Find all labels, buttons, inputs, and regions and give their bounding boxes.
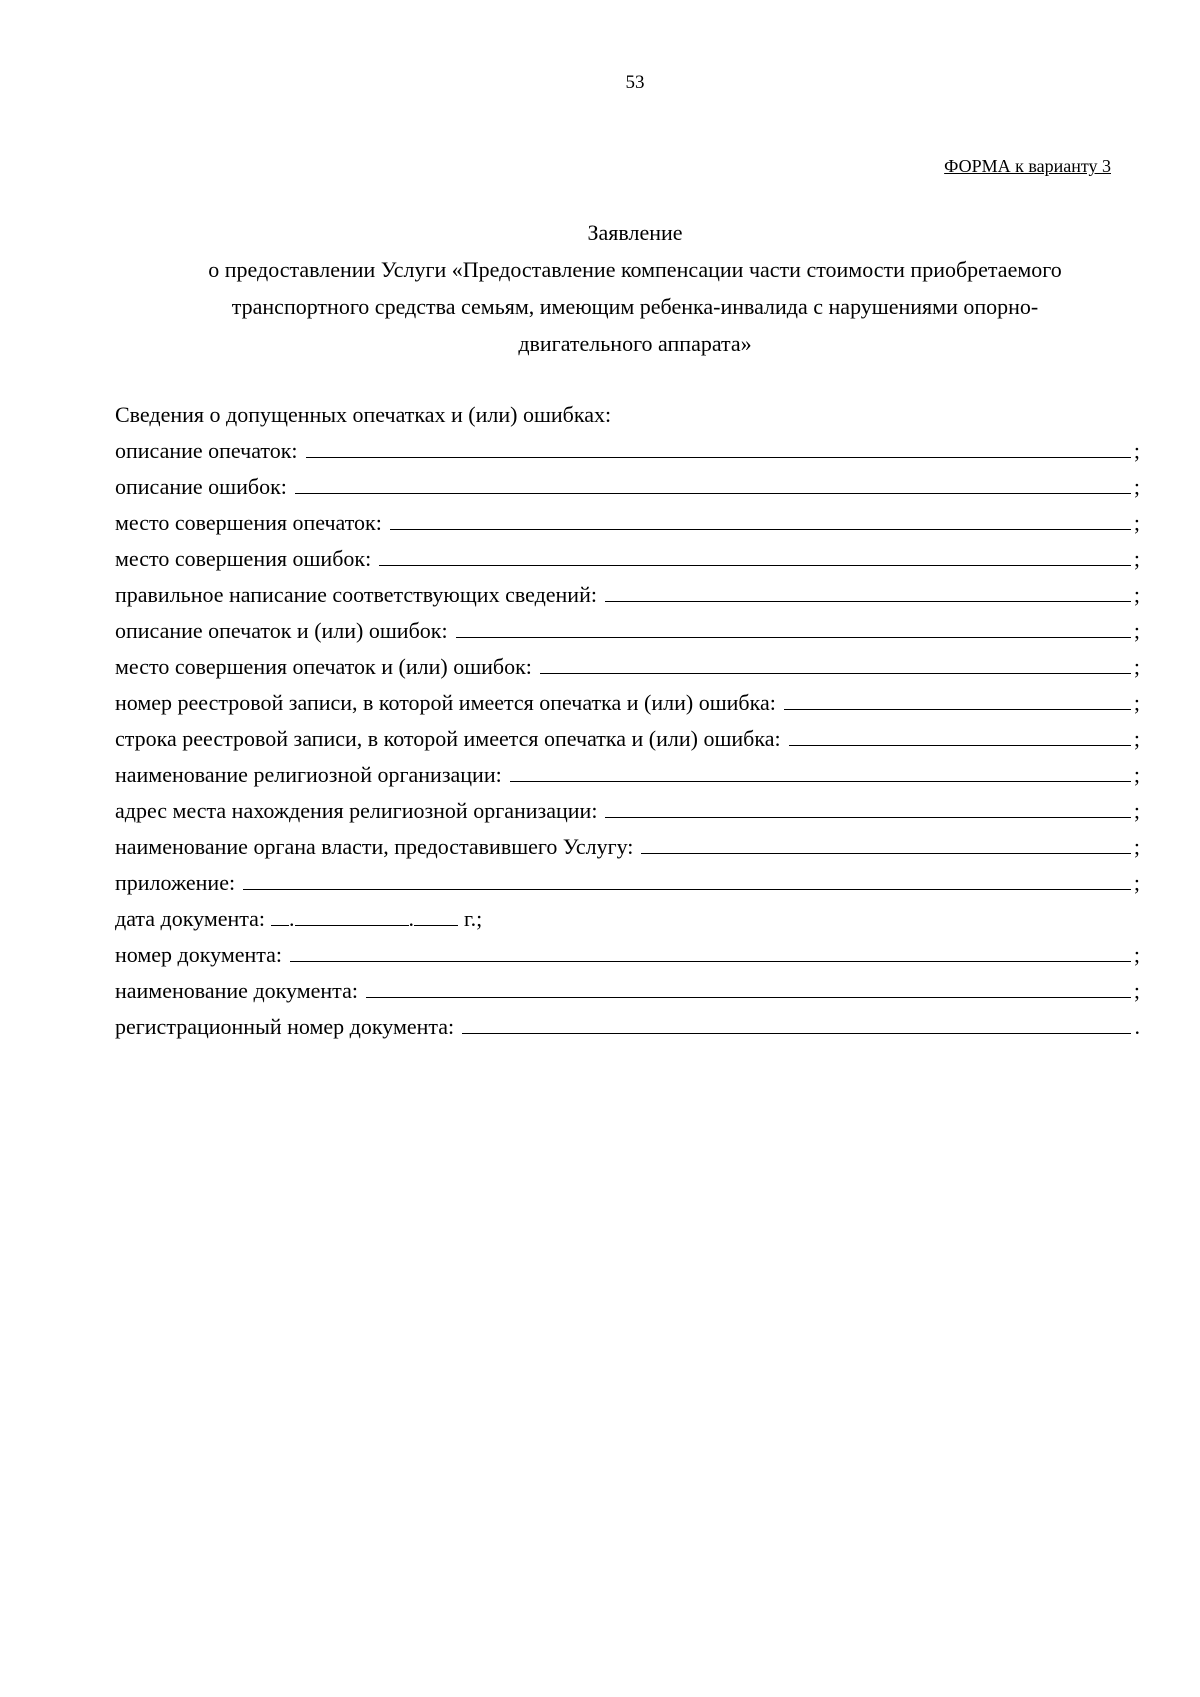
field-label: регистрационный номер документа: — [115, 1014, 455, 1039]
blank-line[interactable] — [462, 1032, 1131, 1034]
field-terminator: . — [1134, 1014, 1140, 1039]
field-terminator: ; — [1133, 978, 1140, 1003]
blank-line[interactable] — [456, 636, 1131, 638]
blank-line[interactable] — [540, 672, 1131, 674]
blank-line[interactable] — [605, 816, 1131, 818]
field-terminator: ; — [1133, 546, 1140, 571]
field-label: место совершения опечаток: — [115, 510, 382, 535]
errors-form — [115, 396, 1140, 1045]
blank-line[interactable] — [784, 708, 1131, 710]
title-line-2: о предоставлении Услуги «Предоставление компенсации части стоимости приобретаемого — [208, 257, 1062, 282]
field-row-typo-or-error-location — [115, 649, 1140, 685]
field-terminator: ; — [1133, 474, 1140, 499]
field-label: строка реестровой записи, в которой имеется опечатка и (или) ошибка: — [115, 726, 781, 751]
title-line-1: Заявление — [587, 220, 683, 245]
field-label: номер документа: — [115, 942, 283, 967]
field-row-typo-location — [115, 505, 1140, 541]
field-terminator: ; — [1133, 582, 1140, 607]
blank-line[interactable] — [379, 564, 1131, 566]
field-terminator: ; — [1133, 618, 1140, 643]
field-terminator: ; — [1133, 834, 1140, 859]
field-row-attachment — [115, 865, 1140, 901]
field-label: наименование религиозной организации: — [115, 762, 502, 787]
field-terminator: ; — [1133, 690, 1140, 715]
blank-line[interactable] — [290, 960, 1131, 962]
document-title — [140, 214, 1130, 362]
field-label: приложение: — [115, 870, 236, 895]
form-variant-label: ФОРМА к варианту 3 — [944, 156, 1111, 176]
field-label: наименование органа власти, предоставившего Услугу: — [115, 834, 634, 859]
blank-line[interactable] — [605, 600, 1131, 602]
field-label: правильное написание соответствующих сведений: — [115, 582, 597, 607]
blank-line[interactable] — [295, 492, 1131, 494]
date-separator: . — [289, 906, 295, 931]
blank-line[interactable] — [789, 744, 1131, 746]
field-terminator: ; — [1133, 438, 1140, 463]
blank-line[interactable] — [390, 528, 1131, 530]
blank-line[interactable] — [641, 852, 1131, 854]
field-label: дата документа: — [115, 906, 266, 931]
date-month-blank[interactable] — [295, 905, 409, 926]
field-label: описание ошибок: — [115, 474, 287, 499]
field-row-religious-org-address — [115, 793, 1140, 829]
field-label: описание опечаток: — [115, 438, 298, 463]
field-row-registry-record-number — [115, 685, 1140, 721]
section-heading: Сведения о допущенных опечатках и (или) ошибках: — [115, 402, 612, 427]
page-number: 53 — [625, 72, 645, 93]
field-row-document-registration-number — [115, 1009, 1140, 1045]
field-label: место совершения ошибок: — [115, 546, 372, 571]
date-year-blank[interactable] — [414, 905, 458, 926]
field-terminator: ; — [1133, 870, 1140, 895]
field-label: наименование документа: — [115, 978, 358, 1003]
field-row-correct-spelling — [115, 577, 1140, 613]
field-row-typo-description — [115, 433, 1140, 469]
field-row-registry-record-line — [115, 721, 1140, 757]
field-terminator: ; — [1133, 942, 1140, 967]
field-label: место совершения опечаток и (или) ошибок: — [115, 654, 532, 679]
field-row-document-date — [115, 901, 1140, 937]
field-row-typo-or-error-description — [115, 613, 1140, 649]
blank-line[interactable] — [366, 996, 1131, 998]
date-suffix: г.; — [464, 906, 483, 931]
field-terminator: ; — [1133, 726, 1140, 751]
date-separator: . — [408, 906, 415, 931]
field-row-religious-org-name — [115, 757, 1140, 793]
field-terminator: ; — [1133, 654, 1140, 679]
blank-line[interactable] — [510, 780, 1131, 782]
field-row-authority-name — [115, 829, 1140, 865]
title-line-3: транспортного средства семьям, имеющим ребенка-инвалида с нарушениями опорно- — [231, 294, 1039, 319]
date-day-blank[interactable] — [271, 905, 289, 926]
title-line-4: двигательного аппарата» — [518, 331, 752, 356]
blank-line[interactable] — [306, 456, 1131, 458]
field-row-error-description — [115, 469, 1140, 505]
field-terminator: ; — [1133, 762, 1140, 787]
field-row-document-number — [115, 937, 1140, 973]
field-label: номер реестровой записи, в которой имеется опечатка и (или) ошибка: — [115, 690, 776, 715]
field-row-document-name — [115, 973, 1140, 1009]
field-terminator: ; — [1133, 510, 1140, 535]
field-row-error-location — [115, 541, 1140, 577]
field-label: описание опечаток и (или) ошибок: — [115, 618, 448, 643]
field-label: адрес места нахождения религиозной организации: — [115, 798, 598, 823]
blank-line[interactable] — [243, 888, 1131, 890]
field-terminator: ; — [1133, 798, 1140, 823]
